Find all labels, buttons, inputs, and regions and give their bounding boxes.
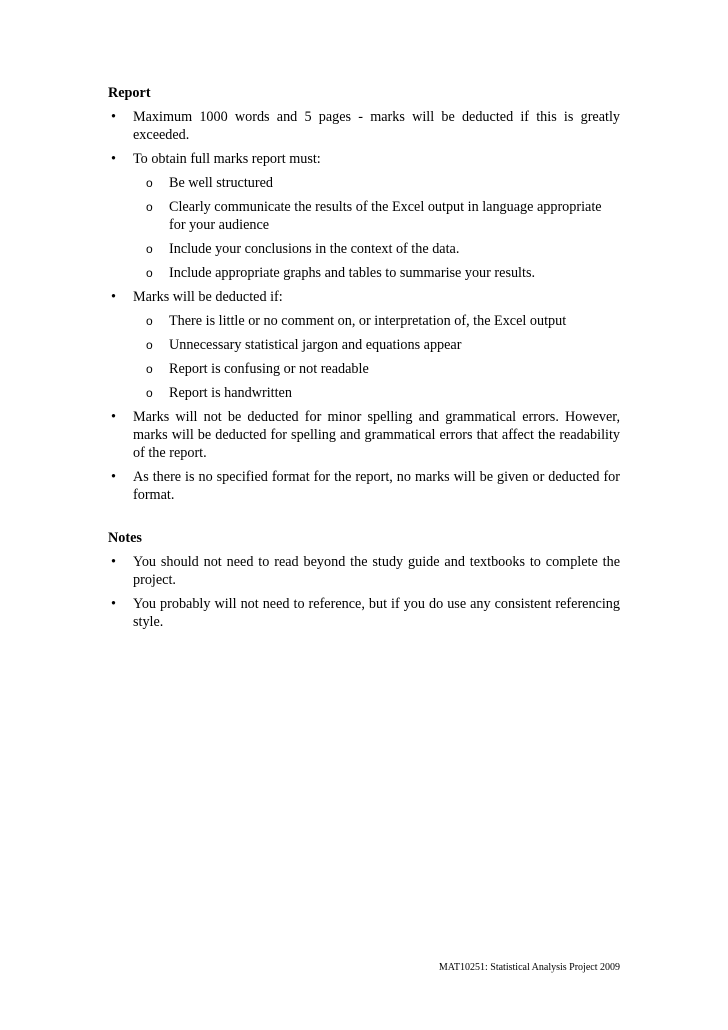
report-sub-text: Unnecessary statistical jargon and equations appear — [169, 337, 462, 353]
report-bullet-item — [108, 468, 620, 504]
report-sub-text: Report is handwritten — [169, 385, 292, 401]
bullet-marker: • — [111, 409, 116, 425]
sub-bullet-marker: o — [146, 242, 153, 256]
report-heading: Report — [108, 85, 151, 101]
notes-bullet-list — [108, 553, 620, 631]
notes-bullet-text: You probably will not need to reference, but if you do use any consistent referencing style. — [133, 596, 620, 630]
report-sub-text: Include your conclusions in the context of the data. — [169, 241, 460, 257]
report-bullet-text: Marks will not be deducted for minor spelling and grammatical errors. However, marks will be deducted for spelling and grammatical errors that affect the readability of the report. — [133, 409, 620, 461]
report-sub-item — [133, 384, 620, 402]
bullet-marker: • — [111, 596, 116, 612]
report-bullet-list — [108, 108, 620, 504]
bullet-marker: • — [111, 554, 116, 570]
sub-bullet-marker: o — [146, 362, 153, 376]
report-bullet-text: Marks will be deducted if: — [133, 289, 283, 305]
report-bullet-text: Maximum 1000 words and 5 pages - marks will be deducted if this is greatly exceeded. — [133, 109, 620, 143]
sub-bullet-marker: o — [146, 338, 153, 352]
notes-bullet-text: You should not need to read beyond the study guide and textbooks to complete the project. — [133, 554, 620, 588]
report-bullet-item — [108, 108, 620, 144]
report-bullet-item — [108, 408, 620, 462]
report-sub-item — [133, 198, 620, 234]
report-bullet-text: As there is no specified format for the report, no marks will be given or deducted for format. — [133, 469, 620, 503]
report-sub-list — [133, 174, 620, 282]
notes-heading: Notes — [108, 530, 142, 546]
report-sub-text: There is little or no comment on, or interpretation of, the Excel output — [169, 313, 567, 329]
notes-bullet-item — [108, 595, 620, 631]
bullet-marker: • — [111, 469, 116, 485]
report-sub-text: Report is confusing or not readable — [169, 361, 369, 377]
sub-bullet-marker: o — [146, 200, 153, 214]
report-sub-item — [133, 336, 620, 354]
bullet-marker: • — [111, 289, 116, 305]
report-bullet-item — [108, 288, 620, 402]
sub-bullet-marker: o — [146, 314, 153, 328]
report-sub-list — [133, 312, 620, 402]
report-sub-item — [133, 174, 620, 192]
page-footer: MAT10251: Statistical Analysis Project 2009 — [438, 962, 620, 973]
report-bullet-text: To obtain full marks report must: — [133, 151, 321, 167]
sub-bullet-marker: o — [146, 176, 153, 190]
sub-bullet-marker: o — [146, 266, 153, 280]
report-sub-item — [133, 312, 620, 330]
report-sub-text: Clearly communicate the results of the Excel output in language appropriate for your audience — [169, 199, 602, 233]
report-sub-item — [133, 240, 620, 258]
report-sub-item — [133, 264, 620, 282]
sub-bullet-marker: o — [146, 386, 153, 400]
page-content — [108, 84, 620, 637]
report-sub-item — [133, 360, 620, 378]
report-sub-text: Include appropriate graphs and tables to summarise your results. — [169, 265, 536, 281]
bullet-marker: • — [111, 109, 116, 125]
notes-bullet-item — [108, 553, 620, 589]
bullet-marker: • — [111, 151, 116, 167]
report-bullet-item — [108, 150, 620, 282]
report-sub-text: Be well structured — [169, 175, 274, 191]
